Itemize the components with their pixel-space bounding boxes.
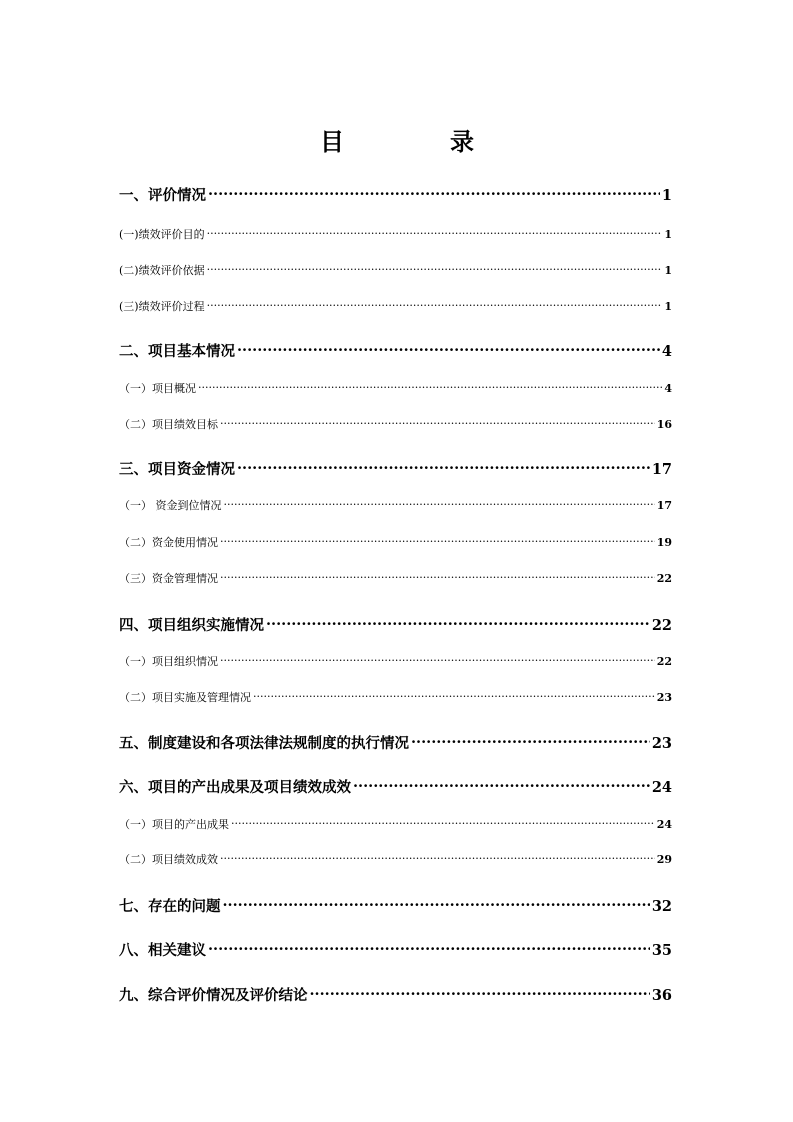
toc-entry-page: 1 [661, 187, 672, 204]
toc-entry-label: (三)绩效评价过程 [119, 300, 205, 313]
toc-entry[interactable] [119, 816, 672, 834]
toc-entry[interactable] [119, 226, 672, 244]
toc-leader-dots [266, 616, 650, 631]
toc-leader-dots [231, 817, 655, 828]
toc-leader-dots [237, 342, 660, 357]
toc-entry-page: 22 [651, 617, 672, 634]
toc-entry-label: （一）项目组织情况 [119, 655, 218, 668]
toc-entry-page: 23 [656, 691, 672, 704]
toc-entry[interactable] [119, 262, 672, 280]
page-title [0, 122, 793, 162]
toc-entry-page: 17 [651, 461, 672, 478]
toc-entry[interactable] [119, 777, 672, 799]
toc-entry-page: 1 [664, 228, 672, 241]
toc-entry-page: 17 [656, 499, 672, 512]
toc-entry-page: 1 [664, 300, 672, 313]
toc-entry-label: （二）项目实施及管理情况 [119, 691, 251, 704]
toc-entry-page: 22 [656, 572, 672, 585]
toc-entry[interactable] [119, 985, 672, 1007]
toc-leader-dots [208, 941, 650, 956]
toc-entry[interactable] [119, 940, 672, 962]
toc-entry[interactable] [119, 570, 672, 588]
toc-entry-label: 二、项目基本情况 [119, 343, 235, 360]
toc-entry-page: 19 [656, 536, 672, 549]
toc-entry-label: （二）资金使用情况 [119, 536, 218, 549]
toc-leader-dots [220, 654, 655, 665]
toc-entry-label: 五、制度建设和各项法律法规制度的执行情况 [119, 735, 409, 752]
toc-entry-label: 一、评价情况 [119, 187, 206, 204]
toc-leader-dots [220, 571, 655, 582]
toc-entry-page: 16 [656, 418, 672, 431]
toc-leader-dots [220, 417, 655, 428]
toc-leader-dots [253, 690, 655, 701]
toc-entry-page: 22 [656, 655, 672, 668]
toc-entry-page: 1 [664, 264, 672, 277]
toc-entry[interactable] [119, 298, 672, 316]
toc-entry[interactable] [119, 459, 672, 481]
toc-leader-dots [237, 460, 650, 475]
toc-entry-page: 23 [651, 735, 672, 752]
toc-entry[interactable] [119, 851, 672, 869]
toc-entry-page: 24 [651, 779, 672, 796]
toc-entry-label: （二）项目绩效成效 [119, 853, 218, 866]
toc-leader-dots [223, 897, 650, 912]
toc-leader-dots [310, 986, 650, 1001]
toc-entry-label: (二)绩效评价依据 [119, 264, 205, 277]
toc-entry[interactable] [119, 896, 672, 918]
toc-entry[interactable] [119, 380, 672, 398]
toc-entry-label: 七、存在的问题 [119, 898, 221, 915]
toc-entry-label: （二）项目绩效目标 [119, 418, 218, 431]
toc-entry-label: 四、项目组织实施情况 [119, 617, 264, 634]
title-char-2: 录 [450, 127, 474, 156]
toc-entry-label: 三、项目资金情况 [119, 461, 235, 478]
toc-entry-label: （一）项目概况 [119, 382, 196, 395]
toc-leader-dots [198, 381, 662, 392]
toc-entry[interactable] [119, 653, 672, 671]
toc-entry-label: 八、相关建议 [119, 942, 206, 959]
toc-entry[interactable] [119, 733, 672, 755]
toc-entry-page: 24 [656, 818, 672, 831]
toc-leader-dots [208, 186, 660, 201]
toc-entry[interactable] [119, 534, 672, 552]
toc-entry[interactable] [119, 185, 672, 207]
toc-leader-dots [224, 498, 655, 509]
toc-entry-label: 九、综合评价情况及评价结论 [119, 987, 308, 1004]
toc-entry-page: 4 [664, 382, 672, 395]
toc-leader-dots [411, 734, 650, 749]
toc-entry-label: 六、项目的产出成果及项目绩效成效 [119, 779, 351, 796]
toc-leader-dots [220, 852, 655, 863]
toc-entry-page: 32 [651, 898, 672, 915]
toc-leader-dots [207, 227, 663, 238]
toc-entry-page: 36 [651, 987, 672, 1004]
toc-leader-dots [207, 299, 663, 310]
toc-entry-page: 4 [661, 343, 672, 360]
toc-entry[interactable] [119, 416, 672, 434]
toc-entry-label: （三）资金管理情况 [119, 572, 218, 585]
toc-entry-page: 29 [656, 853, 672, 866]
toc-entry[interactable] [119, 341, 672, 363]
toc-entry-label: （一）项目的产出成果 [119, 818, 229, 831]
toc-entry-page: 35 [651, 942, 672, 959]
toc-leader-dots [207, 263, 663, 274]
toc-entry-label: （一） 资金到位情况 [119, 499, 222, 512]
toc-entry[interactable] [119, 615, 672, 637]
toc-leader-dots [220, 535, 655, 546]
toc-entry[interactable] [119, 497, 672, 515]
title-char-1: 目 [320, 127, 344, 156]
toc-entry-label: (一)绩效评价目的 [119, 228, 205, 241]
toc-entry[interactable] [119, 689, 672, 707]
toc-leader-dots [353, 778, 650, 793]
